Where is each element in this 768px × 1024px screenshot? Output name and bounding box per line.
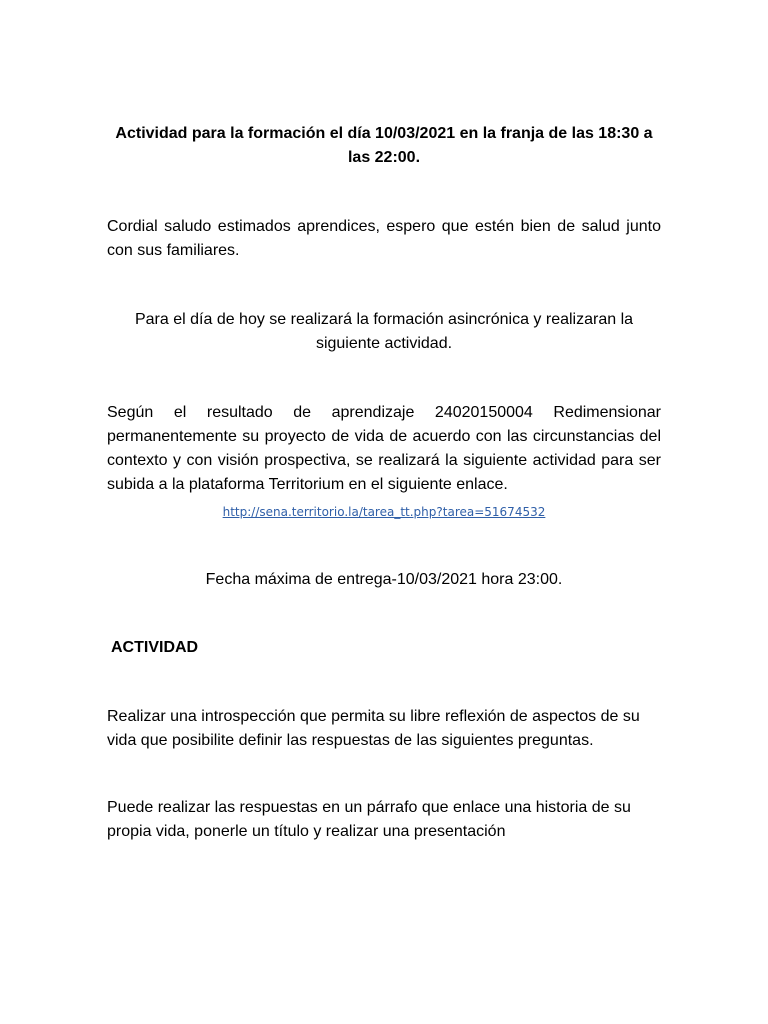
assignment-link[interactable]: http://sena.territorio.la/tarea_tt.php?tarea=51674532 bbox=[222, 505, 546, 519]
activity-heading: ACTIVIDAD bbox=[111, 639, 199, 656]
intro-paragraph: Para el día de hoy se realizará la formación asincrónica y realizaran la siguiente actividad. bbox=[134, 311, 634, 352]
instruction-paragraph: Realizar una introspección que permita su libre reflexión de aspectos de su vida que posibilite definir las respuestas de las siguientes preguntas. bbox=[107, 708, 640, 749]
greeting-paragraph: Cordial saludo estimados aprendices, espero que estén bien de salud junto con sus familiares. bbox=[107, 218, 661, 259]
document-title: Actividad para la formación el día 10/03/2021 en la franja de las 18:30 a las 22:00. bbox=[115, 125, 653, 166]
learning-result-paragraph: Según el resultado de aprendizaje 24020150004 Redimensionar permanentemente su proyecto de vida de acuerdo con las circunstancias del contexto y con visión prospectiva, se realizará la siguiente actividad para ser subida a la plataforma Territorium en el siguiente enlace. bbox=[107, 404, 661, 493]
deadline-text: Fecha máxima de entrega-10/03/2021 hora 23:00. bbox=[205, 571, 563, 588]
assignment-link-line bbox=[107, 503, 661, 521]
answer-format-paragraph: Puede realizar las respuestas en un párrafo que enlace una historia de su propia vida, ponerle un título y realizar una presentación bbox=[107, 799, 631, 840]
